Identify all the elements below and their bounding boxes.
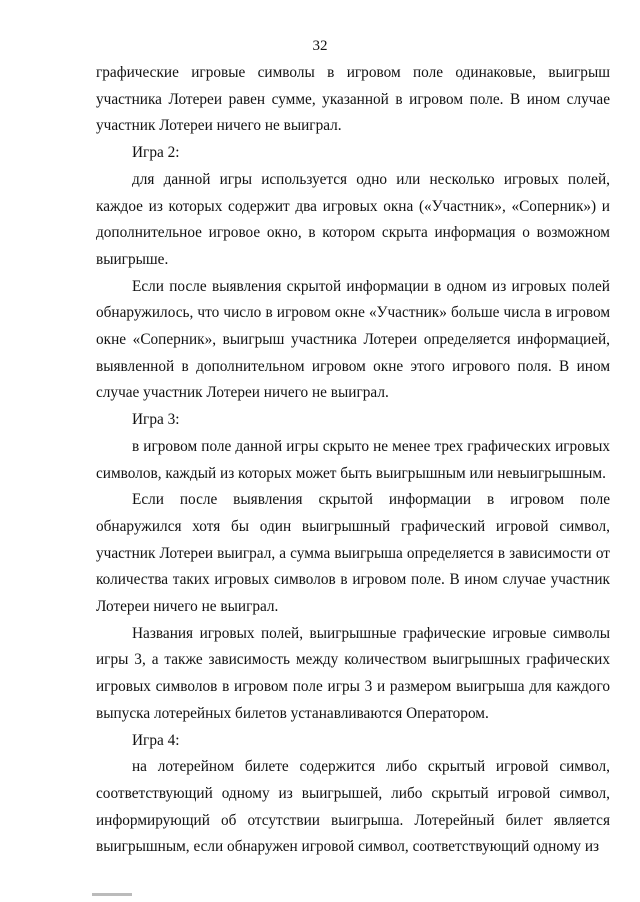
heading-game-3: Игра 3: — [132, 411, 180, 429]
paragraph-game-4-ticket: на лотерейном билете содержится либо скрытый игровой символ, соответствующий одному из выигрышей, либо скрытый игровой символ, информирующий об отсутствии выигрыша. Лотерейный билет является выигрышным, если обнаружен игровой символ, соответствующий одному из — [96, 758, 610, 856]
paragraph-game-3-result: Если после выявления скрытой информации в игровом поле обнаружился хотя бы один выигрышный графический игровой символ, участник Лотереи выиграл, а сумма выигрыша определяется в зависимости от количества таких игровых символов в игровом поле. В ином случае участник Лотереи ничего не выиграл. — [96, 491, 610, 616]
paragraph-game-2-fields: для данной игры используется одно или несколько игровых полей, каждое из которых содержит два игровых окна («Участник», «Соперник») и дополнительное игровое окно, в котором скрыта информация о возможном выигрыше. — [96, 170, 610, 268]
page-number: 32 — [312, 38, 328, 54]
paragraph-continuation: графические игровые символы в игровом поле одинаковые, выигрыш участника Лотереи равен сумме, указанной в игровом поле. В ином случае участник Лотереи ничего не выиграл. — [96, 64, 610, 135]
document-body — [96, 60, 610, 861]
scan-artifact — [92, 893, 132, 896]
heading-game-4: Игра 4: — [132, 731, 180, 749]
paragraph-game-2-result: Если после выявления скрытой информации в одном из игровых полей обнаружилось, что число в игровом окне «Участник» больше числа в игровом окне «Соперник», выигрыш участника Лотереи определяется информацией, выявленной в дополнительном игровом окне этого игрового поля. В ином случае участник Лотереи ничего не выиграл. — [96, 277, 610, 402]
heading-game-2: Игра 2: — [132, 144, 180, 162]
paragraph-game-3-operator: Названия игровых полей, выигрышные графические игровые символы игры 3, а также зависимость между количеством выигрышных графических игровых символов в игровом поле игры 3 и размером выигрыша для каждого выпуска лотерейных билетов устанавливаются Оператором. — [96, 624, 610, 722]
paragraph-game-3-symbols: в игровом поле данной игры скрыто не менее трех графических игровых символов, каждый из которых может быть выигрышным или невыигрышным. — [96, 437, 610, 482]
